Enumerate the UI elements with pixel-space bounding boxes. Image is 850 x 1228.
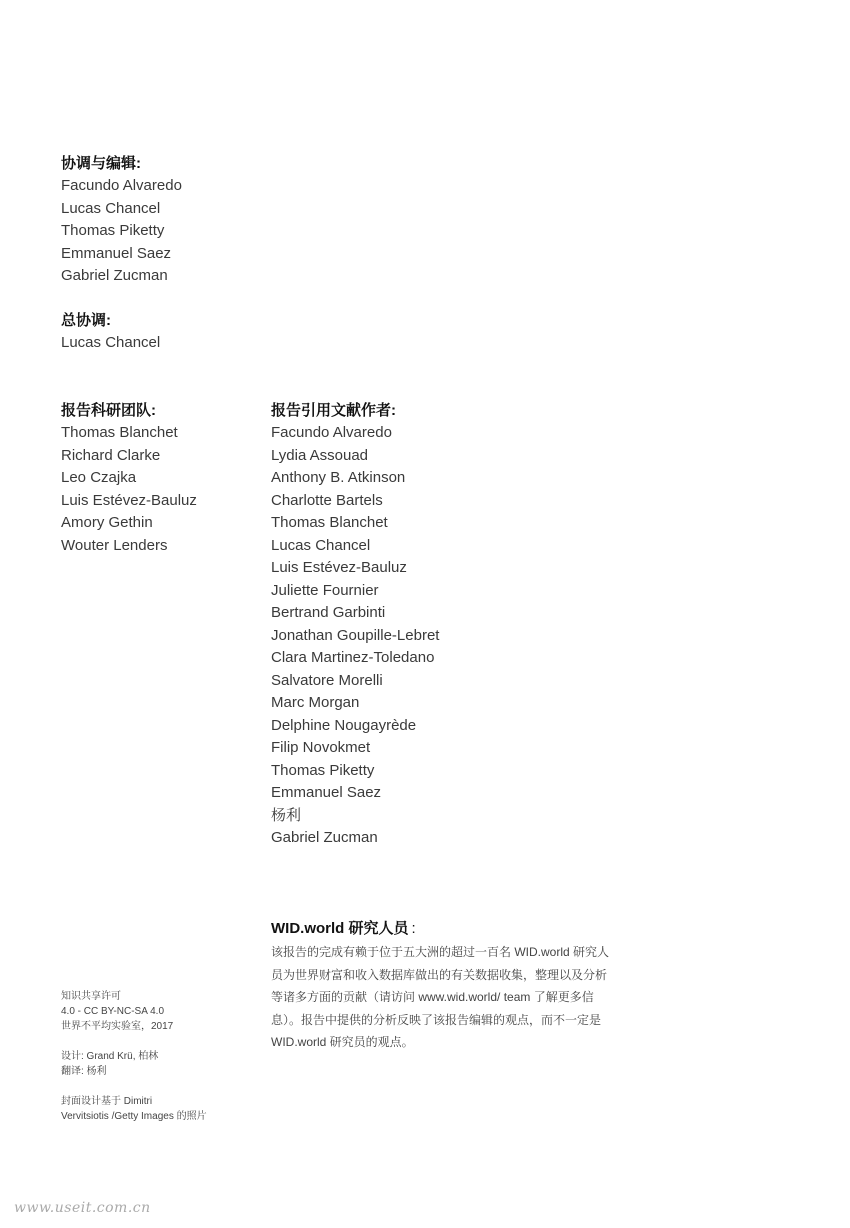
name-item: Amory Gethin: [61, 514, 153, 531]
credits-line: 设计: Grand Krü, 柏林: [61, 1051, 159, 1062]
license-line: 世界不平均实验室，2017: [61, 1021, 174, 1032]
cited-authors-section: [271, 400, 439, 850]
name-item: Lucas Chancel: [271, 536, 371, 554]
coordination-editing-names: [61, 175, 182, 288]
wid-researchers-text: 该报告的完成有赖于位于五大洲的超过一百名 WID.world 研究人员为世界财富和收入数据库做出的有关数据收集，整理以及分析等诸多方面的贡献（请访问 www.wid.world/ team 了解更多信息）。报告中提供的分析反映了该报告编辑的观点，而不一定是 WID.world 研究员的观点。: [271, 945, 610, 1049]
name-item: Lydia Assouad: [271, 446, 369, 464]
wid-researchers-heading-text: WID.world 研究人员: [271, 920, 409, 937]
wid-researchers-section: [271, 918, 616, 1054]
license-line: 4.0 - CC BY-NC-SA 4.0: [61, 1006, 165, 1017]
name-item: Gabriel Zucman: [61, 267, 168, 284]
license-line: 知识共享许可: [61, 991, 121, 1002]
name-item: Thomas Piketty: [271, 761, 375, 779]
name-item: Facundo Alvaredo: [271, 424, 392, 441]
research-team-heading: 报告科研团队:: [61, 402, 156, 419]
general-coordination-section: [61, 310, 160, 355]
name-item: Thomas Piketty: [61, 222, 165, 239]
wid-researchers-heading-suffix: :: [411, 920, 416, 937]
name-item: Lucas Chancel: [61, 199, 161, 217]
name-item: Wouter Lenders: [61, 536, 168, 554]
cover-credit-line: 封面设计基于 Dimitri: [61, 1096, 153, 1107]
general-coordination-names: [61, 332, 160, 355]
wid-researchers-heading: [271, 918, 616, 940]
name-item: Jonathan Goupille-Lebret: [271, 626, 440, 644]
cover-credit-block: [61, 1094, 207, 1124]
credits-block: [61, 1049, 158, 1079]
name-item: Emmanuel Saez: [61, 244, 172, 262]
name-item: Juliette Fournier: [271, 581, 379, 599]
name-item: 杨利: [271, 806, 302, 824]
name-item: Lucas Chancel: [61, 334, 161, 351]
name-item: Salvatore Morelli: [271, 671, 383, 689]
name-item: Leo Czajka: [61, 469, 137, 486]
name-item: Delphine Nougayrède: [271, 716, 417, 734]
credits-line: 翻译: 杨利: [61, 1066, 107, 1077]
name-item: Richard Clarke: [61, 446, 161, 464]
coordination-editing-section: [61, 153, 182, 288]
name-item: Gabriel Zucman: [271, 829, 378, 846]
coordination-editing-heading: 协调与编辑:: [61, 155, 141, 172]
cited-authors-names: [271, 422, 439, 850]
name-item: Bertrand Garbinti: [271, 604, 386, 621]
name-item: Thomas Blanchet: [271, 514, 388, 531]
name-item: Anthony B. Atkinson: [271, 469, 406, 486]
name-item: Clara Martinez-Toledano: [271, 649, 435, 666]
name-item: Filip Novokmet: [271, 739, 371, 756]
research-team-names: [61, 422, 197, 557]
general-coordination-heading: 总协调:: [61, 312, 111, 329]
name-item: Marc Morgan: [271, 694, 360, 711]
cover-credit-line: Vervitsiotis /Getty Images 的照片: [61, 1111, 207, 1122]
name-item: Emmanuel Saez: [271, 784, 382, 801]
watermark: www.useit.com.cn: [14, 1200, 151, 1216]
name-item: Thomas Blanchet: [61, 424, 178, 441]
license-block: [61, 989, 173, 1034]
name-item: Luis Estévez-Bauluz: [61, 491, 197, 509]
cited-authors-heading: 报告引用文献作者:: [271, 402, 396, 419]
research-team-section: [61, 400, 197, 557]
name-item: Charlotte Bartels: [271, 491, 383, 509]
name-item: Luis Estévez-Bauluz: [271, 559, 407, 576]
name-item: Facundo Alvaredo: [61, 177, 182, 194]
